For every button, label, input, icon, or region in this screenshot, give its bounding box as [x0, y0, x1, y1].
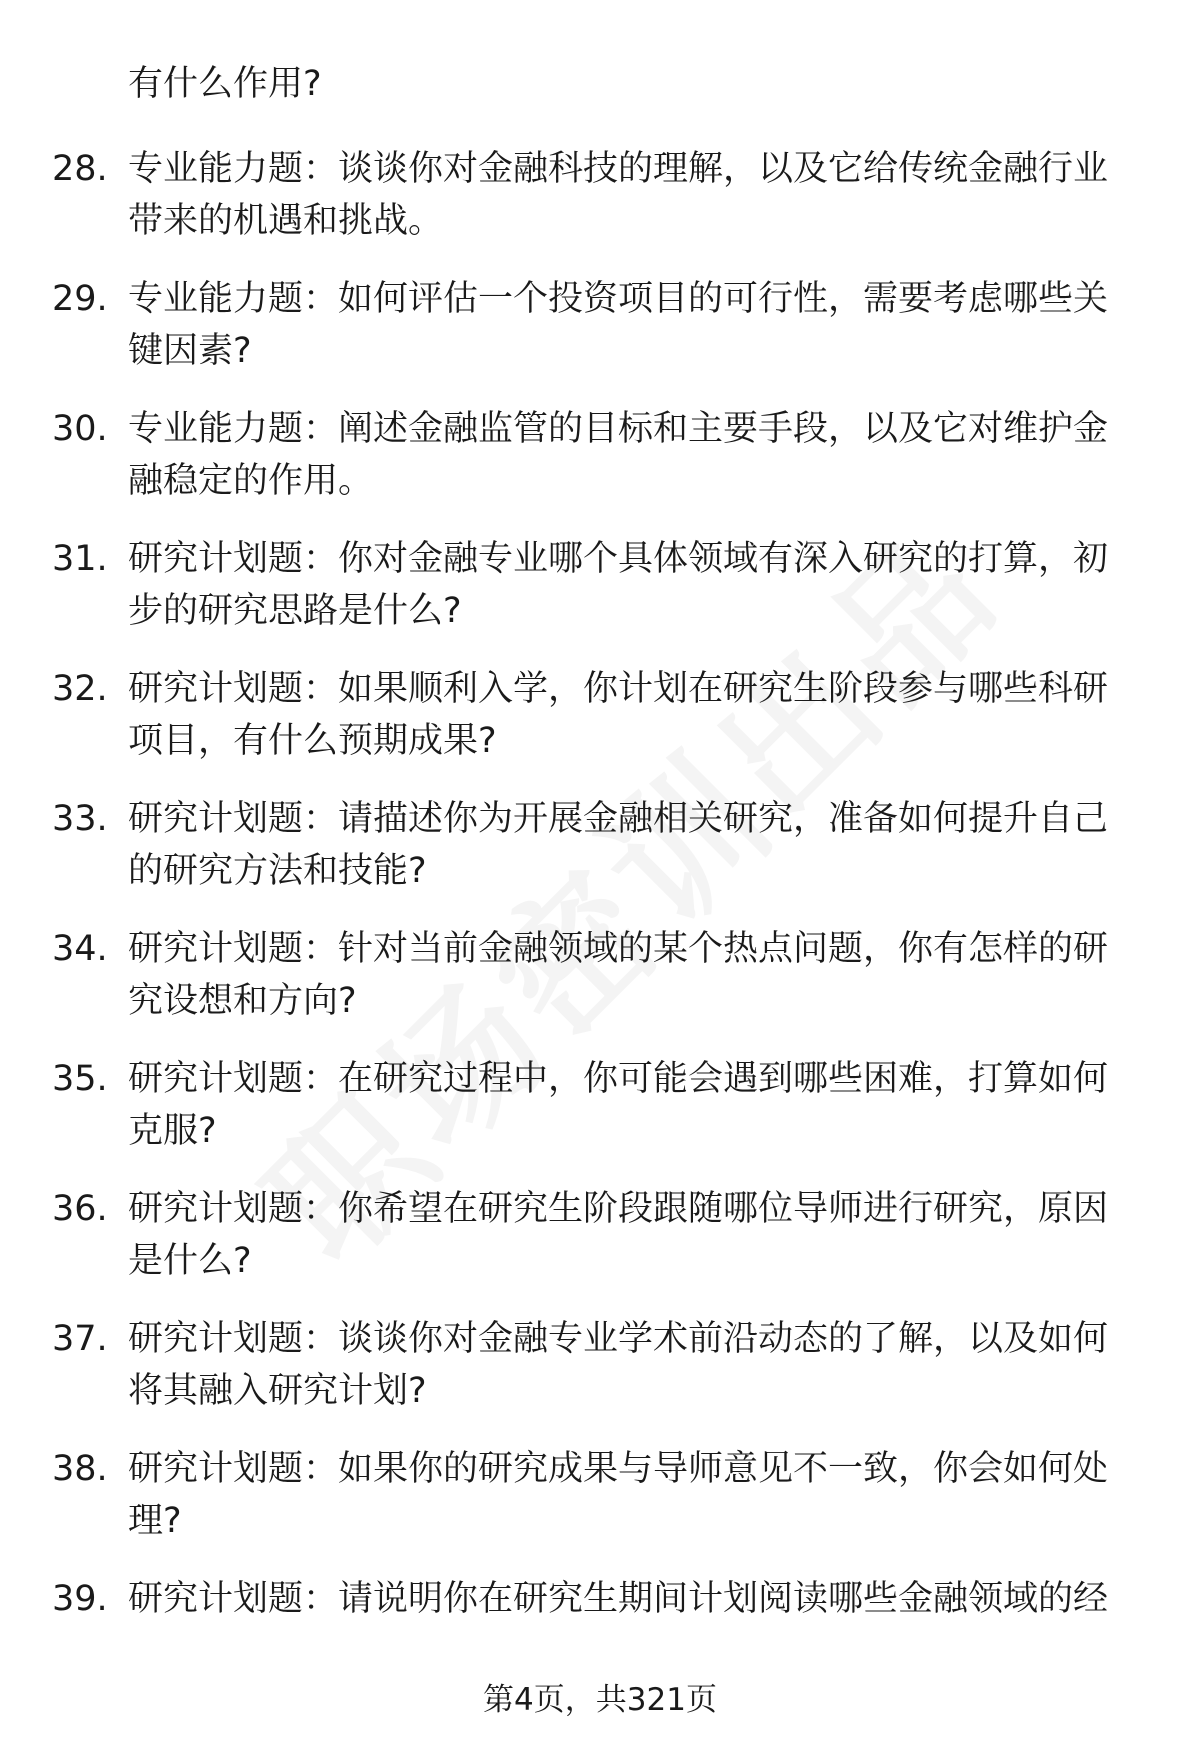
page-footer: 第4页，共321页 [483, 1682, 717, 1718]
question-number: 32. [52, 669, 108, 709]
question-item [52, 1053, 1152, 1157]
question-number: 37. [52, 1319, 108, 1359]
question-item [52, 533, 1152, 637]
question-text: 专业能力题：阐述金融监管的目标和主要手段，以及它对维护金融稳定的作用。 [128, 409, 1109, 501]
question-text: 专业能力题：如何评估一个投资项目的可行性，需要考虑哪些关键因素? [128, 279, 1109, 371]
question-number: 28. [52, 149, 108, 189]
question-text: 研究计划题：谈谈你对金融专业学术前沿动态的了解，以及如何将其融入研究计划? [128, 1319, 1109, 1411]
question-list [52, 143, 1152, 1651]
question-item [52, 793, 1152, 897]
question-text: 研究计划题：请说明你在研究生期间计划阅读哪些金融领域的经 [128, 1579, 1109, 1619]
question-number: 39. [52, 1579, 108, 1619]
question-text: 专业能力题：谈谈你对金融科技的理解，以及它给传统金融行业带来的机遇和挑战。 [128, 149, 1109, 241]
question-item [52, 273, 1152, 377]
question-text: 研究计划题：如果顺利入学，你计划在研究生阶段参与哪些科研项目，有什么预期成果? [128, 669, 1109, 761]
question-text: 研究计划题：你对金融专业哪个具体领域有深入研究的打算，初步的研究思路是什么? [128, 539, 1109, 631]
question-text: 研究计划题：如果你的研究成果与导师意见不一致，你会如何处理? [128, 1449, 1109, 1541]
question-item [52, 663, 1152, 767]
question-item [52, 1183, 1152, 1287]
question-item [52, 403, 1152, 507]
question-text: 研究计划题：你希望在研究生阶段跟随哪位导师进行研究，原因是什么? [128, 1189, 1109, 1281]
question-number: 34. [52, 929, 108, 969]
question-text: 研究计划题：请描述你为开展金融相关研究，准备如何提升自己的研究方法和技能? [128, 799, 1109, 891]
question-number: 30. [52, 409, 108, 449]
question-number: 31. [52, 539, 108, 579]
question-text: 研究计划题：在研究过程中，你可能会遇到哪些困难，打算如何克服? [128, 1059, 1109, 1151]
question-item [52, 1313, 1152, 1417]
question-item [52, 1573, 1152, 1625]
question-number: 33. [52, 799, 108, 839]
question-number: 35. [52, 1059, 108, 1099]
question-text: 研究计划题：针对当前金融领域的某个热点问题，你有怎样的研究设想和方向? [128, 929, 1109, 1021]
continued-question-text: 有什么作用? [128, 64, 322, 104]
question-item [52, 143, 1152, 247]
question-number: 29. [52, 279, 108, 319]
question-item [52, 1443, 1152, 1547]
question-item [52, 923, 1152, 1027]
question-number: 36. [52, 1189, 108, 1229]
question-number: 38. [52, 1449, 108, 1489]
